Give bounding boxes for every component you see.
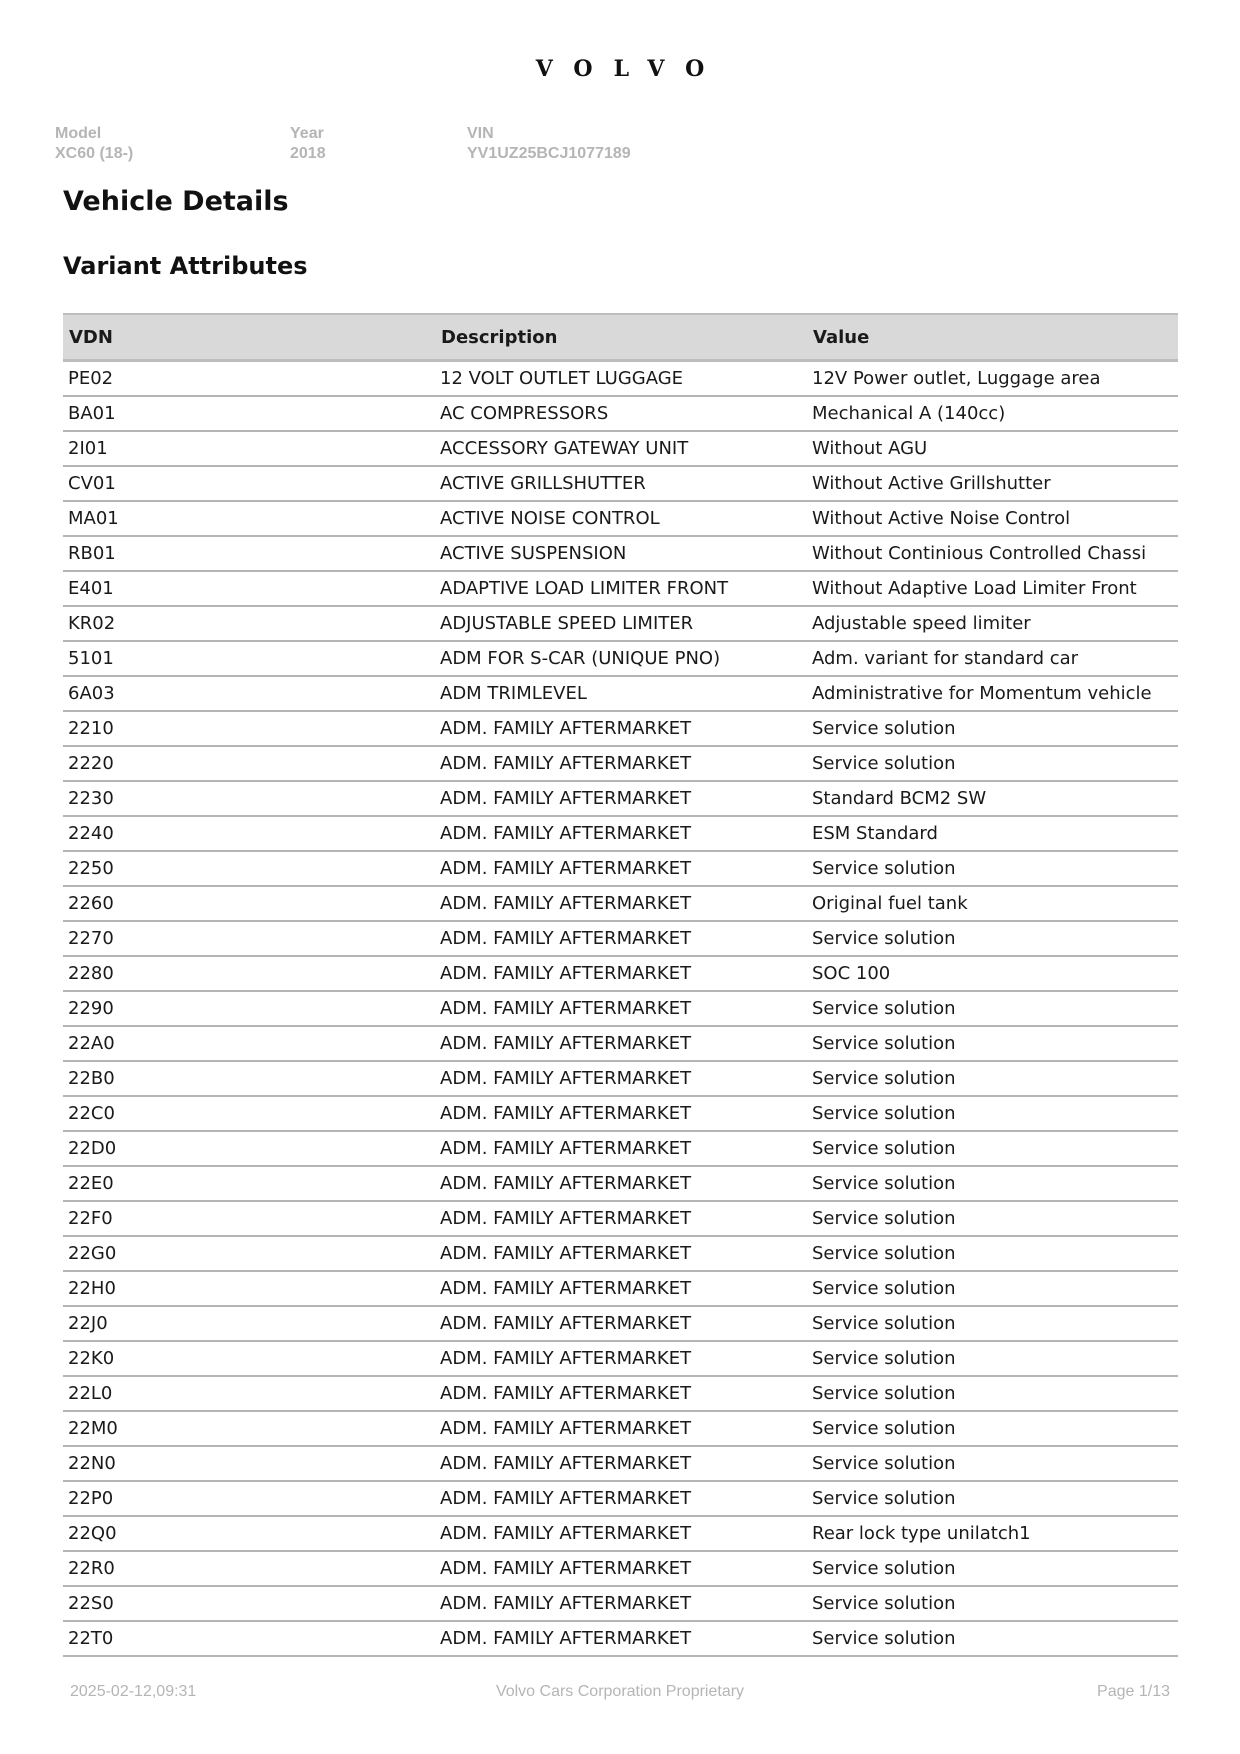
description-cell: ADM. FAMILY AFTERMARKET [435, 1621, 807, 1656]
value-cell: Service solution [807, 921, 1178, 956]
table-row [63, 781, 1178, 816]
value-cell: Service solution [807, 1166, 1178, 1201]
table-row [63, 1131, 1178, 1166]
variant-attributes-table [63, 313, 1178, 1657]
table-row [63, 1096, 1178, 1131]
vdn-cell: MA01 [63, 501, 435, 536]
table-row [63, 851, 1178, 886]
value-cell: Service solution [807, 746, 1178, 781]
column-header-description: Description [435, 314, 807, 361]
description-cell: 12 VOLT OUTLET LUGGAGE [435, 361, 807, 397]
value-cell: Service solution [807, 1306, 1178, 1341]
description-cell: ACTIVE SUSPENSION [435, 536, 807, 571]
value-cell: Service solution [807, 1271, 1178, 1306]
model-info [55, 124, 133, 164]
description-cell: ADM. FAMILY AFTERMARKET [435, 1166, 807, 1201]
value-cell: Service solution [807, 1026, 1178, 1061]
vdn-cell: 2290 [63, 991, 435, 1026]
description-cell: ADM. FAMILY AFTERMARKET [435, 886, 807, 921]
vdn-cell: 22A0 [63, 1026, 435, 1061]
table-row [63, 886, 1178, 921]
vdn-cell: 6A03 [63, 676, 435, 711]
vdn-cell: 22K0 [63, 1341, 435, 1376]
table-row [63, 606, 1178, 641]
table-header-row [63, 314, 1178, 361]
description-cell: ADM. FAMILY AFTERMARKET [435, 1061, 807, 1096]
value-cell: Service solution [807, 711, 1178, 746]
column-header-value: Value [807, 314, 1178, 361]
vdn-cell: 2I01 [63, 431, 435, 466]
description-cell: ADM. FAMILY AFTERMARKET [435, 956, 807, 991]
table-row [63, 396, 1178, 431]
vdn-cell: 2280 [63, 956, 435, 991]
value-cell: Service solution [807, 1621, 1178, 1656]
vdn-cell: 2210 [63, 711, 435, 746]
description-cell: AC COMPRESSORS [435, 396, 807, 431]
description-cell: ADM. FAMILY AFTERMARKET [435, 991, 807, 1026]
year-info [290, 124, 326, 164]
value-cell: Adm. variant for standard car [807, 641, 1178, 676]
description-cell: ADM. FAMILY AFTERMARKET [435, 851, 807, 886]
description-cell: ADM. FAMILY AFTERMARKET [435, 746, 807, 781]
description-cell: ADM. FAMILY AFTERMARKET [435, 1201, 807, 1236]
vdn-cell: 22C0 [63, 1096, 435, 1131]
description-cell: ADM. FAMILY AFTERMARKET [435, 711, 807, 746]
description-cell: ADM. FAMILY AFTERMARKET [435, 1026, 807, 1061]
table-row [63, 1166, 1178, 1201]
vdn-cell: 22F0 [63, 1201, 435, 1236]
vdn-cell: 22R0 [63, 1551, 435, 1586]
vdn-cell: 22B0 [63, 1061, 435, 1096]
description-cell: ADAPTIVE LOAD LIMITER FRONT [435, 571, 807, 606]
table-body [63, 361, 1178, 1657]
vdn-cell: 2250 [63, 851, 435, 886]
table-row [63, 1516, 1178, 1551]
value-cell: Service solution [807, 1411, 1178, 1446]
description-cell: ADM TRIMLEVEL [435, 676, 807, 711]
section-title: Variant Attributes [63, 252, 308, 280]
table-row [63, 1236, 1178, 1271]
table-row [63, 1306, 1178, 1341]
footer-page-number: Page 1/13 [1097, 1683, 1170, 1700]
table-row [63, 1201, 1178, 1236]
vdn-cell: 22G0 [63, 1236, 435, 1271]
description-cell: ACTIVE NOISE CONTROL [435, 501, 807, 536]
description-cell: ACCESSORY GATEWAY UNIT [435, 431, 807, 466]
description-cell: ADM. FAMILY AFTERMARKET [435, 1236, 807, 1271]
value-cell: Standard BCM2 SW [807, 781, 1178, 816]
description-cell: ADM. FAMILY AFTERMARKET [435, 1306, 807, 1341]
vdn-cell: BA01 [63, 396, 435, 431]
description-cell: ADM. FAMILY AFTERMARKET [435, 1131, 807, 1166]
description-cell: ACTIVE GRILLSHUTTER [435, 466, 807, 501]
description-cell: ADM. FAMILY AFTERMARKET [435, 816, 807, 851]
table-row [63, 1026, 1178, 1061]
column-header-vdn: VDN [63, 314, 435, 361]
value-cell: Service solution [807, 1551, 1178, 1586]
value-cell: Mechanical A (140cc) [807, 396, 1178, 431]
description-cell: ADM. FAMILY AFTERMARKET [435, 1586, 807, 1621]
description-cell: ADM. FAMILY AFTERMARKET [435, 781, 807, 816]
vdn-cell: 22T0 [63, 1621, 435, 1656]
vdn-cell: 2240 [63, 816, 435, 851]
table-row [63, 571, 1178, 606]
table-row [63, 1446, 1178, 1481]
table-row [63, 1341, 1178, 1376]
value-cell: Administrative for Momentum vehicle [807, 676, 1178, 711]
table-row [63, 431, 1178, 466]
table-row [63, 641, 1178, 676]
vdn-cell: 5101 [63, 641, 435, 676]
description-cell: ADM. FAMILY AFTERMARKET [435, 1516, 807, 1551]
value-cell: 12V Power outlet, Luggage area [807, 361, 1178, 397]
description-cell: ADM. FAMILY AFTERMARKET [435, 1096, 807, 1131]
vdn-cell: 2230 [63, 781, 435, 816]
table-row [63, 501, 1178, 536]
vdn-cell: 22P0 [63, 1481, 435, 1516]
volvo-logo: VOLVO [535, 56, 726, 82]
value-cell: Service solution [807, 1586, 1178, 1621]
vdn-cell: KR02 [63, 606, 435, 641]
page-title: Vehicle Details [63, 186, 289, 217]
value-cell: Service solution [807, 1061, 1178, 1096]
vin-value: YV1UZ25BCJ1077189 [467, 145, 631, 162]
value-cell: Without Active Noise Control [807, 501, 1178, 536]
table-row [63, 991, 1178, 1026]
table-row [63, 1551, 1178, 1586]
value-cell: ESM Standard [807, 816, 1178, 851]
table-row [63, 956, 1178, 991]
value-cell: Without Adaptive Load Limiter Front [807, 571, 1178, 606]
value-cell: Without Active Grillshutter [807, 466, 1178, 501]
vdn-cell: PE02 [63, 361, 435, 397]
description-cell: ADJUSTABLE SPEED LIMITER [435, 606, 807, 641]
vdn-cell: 22M0 [63, 1411, 435, 1446]
model-label: Model [55, 125, 102, 142]
value-cell: Rear lock type unilatch1 [807, 1516, 1178, 1551]
vdn-cell: 22H0 [63, 1271, 435, 1306]
vdn-cell: E401 [63, 571, 435, 606]
table-row [63, 816, 1178, 851]
vdn-cell: 22D0 [63, 1131, 435, 1166]
value-cell: Service solution [807, 991, 1178, 1026]
description-cell: ADM. FAMILY AFTERMARKET [435, 1551, 807, 1586]
table-row [63, 1586, 1178, 1621]
vdn-cell: 22N0 [63, 1446, 435, 1481]
vdn-cell: 22S0 [63, 1586, 435, 1621]
value-cell: Service solution [807, 1446, 1178, 1481]
value-cell: Service solution [807, 1481, 1178, 1516]
table-row [63, 1621, 1178, 1656]
value-cell: Service solution [807, 1341, 1178, 1376]
value-cell: Service solution [807, 1236, 1178, 1271]
vdn-cell: CV01 [63, 466, 435, 501]
vdn-cell: 22E0 [63, 1166, 435, 1201]
model-value: XC60 (18-) [55, 145, 134, 162]
table-row [63, 1271, 1178, 1306]
year-value: 2018 [290, 145, 326, 162]
description-cell: ADM. FAMILY AFTERMARKET [435, 1271, 807, 1306]
value-cell: Service solution [807, 1376, 1178, 1411]
table-row [63, 536, 1178, 571]
table-row [63, 1481, 1178, 1516]
value-cell: Service solution [807, 851, 1178, 886]
value-cell: Service solution [807, 1131, 1178, 1166]
table-row [63, 921, 1178, 956]
vdn-cell: RB01 [63, 536, 435, 571]
table-row [63, 711, 1178, 746]
description-cell: ADM. FAMILY AFTERMARKET [435, 921, 807, 956]
value-cell: Service solution [807, 1096, 1178, 1131]
vdn-cell: 22L0 [63, 1376, 435, 1411]
vdn-cell: 2260 [63, 886, 435, 921]
value-cell: Original fuel tank [807, 886, 1178, 921]
year-label: Year [290, 125, 324, 142]
description-cell: ADM. FAMILY AFTERMARKET [435, 1411, 807, 1446]
value-cell: SOC 100 [807, 956, 1178, 991]
value-cell: Service solution [807, 1201, 1178, 1236]
table-row [63, 361, 1178, 397]
description-cell: ADM. FAMILY AFTERMARKET [435, 1446, 807, 1481]
table-row [63, 1061, 1178, 1096]
table-row [63, 1376, 1178, 1411]
table-row [63, 746, 1178, 781]
footer-timestamp: 2025-02-12,09:31 [70, 1683, 197, 1700]
vdn-cell: 2220 [63, 746, 435, 781]
footer-proprietary: Volvo Cars Corporation Proprietary [495, 1683, 745, 1700]
vdn-cell: 22J0 [63, 1306, 435, 1341]
vdn-cell: 22Q0 [63, 1516, 435, 1551]
table-row [63, 466, 1178, 501]
table-row [63, 1411, 1178, 1446]
table-row [63, 676, 1178, 711]
value-cell: Adjustable speed limiter [807, 606, 1178, 641]
description-cell: ADM FOR S-CAR (UNIQUE PNO) [435, 641, 807, 676]
value-cell: Without Continious Controlled Chassi [807, 536, 1178, 571]
description-cell: ADM. FAMILY AFTERMARKET [435, 1341, 807, 1376]
vin-info [467, 124, 631, 164]
description-cell: ADM. FAMILY AFTERMARKET [435, 1376, 807, 1411]
value-cell: Without AGU [807, 431, 1178, 466]
description-cell: ADM. FAMILY AFTERMARKET [435, 1481, 807, 1516]
vdn-cell: 2270 [63, 921, 435, 956]
vin-label: VIN [467, 125, 494, 142]
